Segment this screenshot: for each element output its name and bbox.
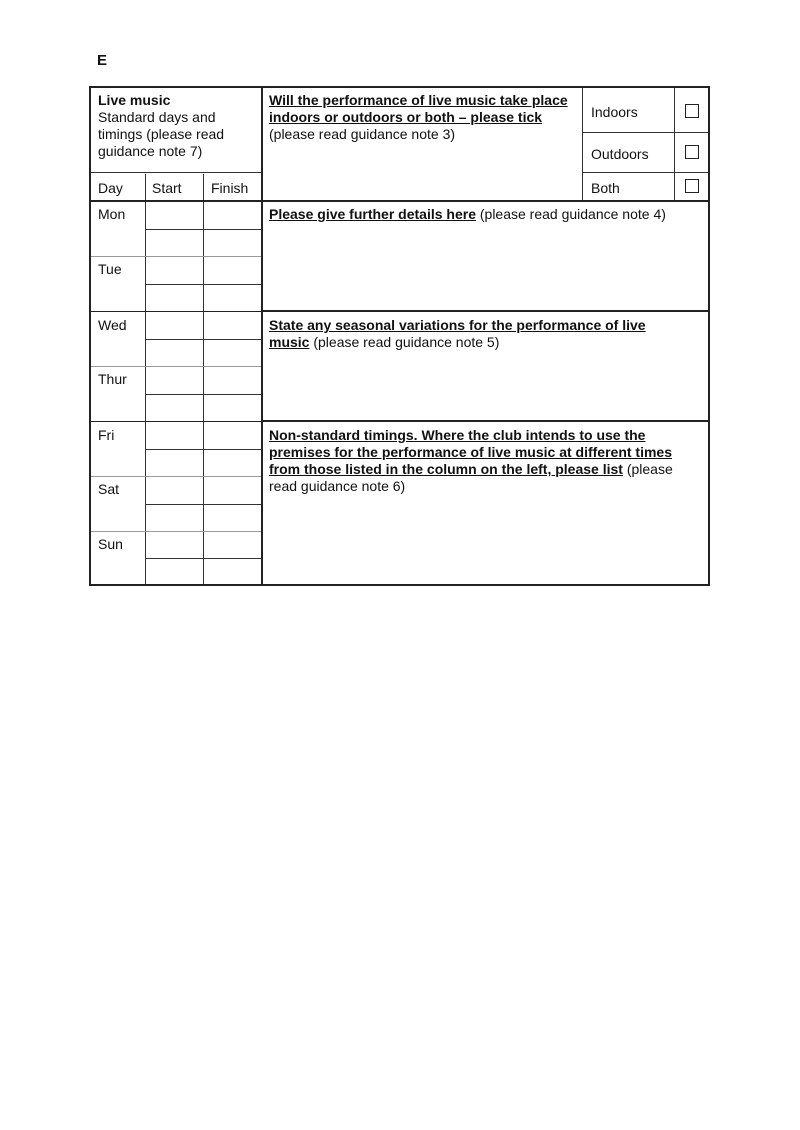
subrow-wed — [145, 339, 261, 340]
divider-right-section-2 — [261, 420, 708, 422]
day-label-sat: Sat — [98, 481, 120, 497]
divider-thur-fri — [91, 421, 261, 422]
divider-left-panel — [261, 88, 263, 584]
divider-title-columns — [91, 172, 261, 173]
divider-question-options — [582, 88, 583, 200]
option-outdoors-label: Outdoors — [591, 146, 649, 162]
divider-options-row-2 — [582, 172, 708, 173]
divider-day-start — [145, 174, 146, 584]
both-checkbox[interactable] — [685, 179, 699, 193]
option-both-label: Both — [591, 180, 620, 196]
day-label-fri: Fri — [98, 427, 115, 443]
subrow-sun — [145, 558, 261, 559]
column-header-day: Day — [98, 180, 123, 196]
form-title-block — [98, 92, 256, 160]
subrow-mon — [145, 229, 261, 230]
column-header-finish: Finish — [211, 180, 249, 196]
form-title: Live music — [98, 92, 171, 108]
day-label-tue: Tue — [98, 261, 122, 277]
location-question-note: (please read guidance note 3) — [269, 126, 456, 142]
section-letter: E — [97, 52, 108, 69]
seasonal-variations-prompt — [269, 317, 689, 351]
non-standard-timings-field[interactable] — [263, 498, 708, 584]
divider-right-section-1 — [261, 310, 708, 312]
seasonal-variations-bold: State any seasonal variations for the performance of live music — [269, 317, 646, 350]
further-details-prompt — [269, 206, 699, 223]
further-details-note: (please read guidance note 4) — [475, 206, 666, 222]
option-indoors-label: Indoors — [591, 104, 638, 120]
indoors-checkbox[interactable] — [685, 104, 699, 118]
divider-options-checkbox — [674, 88, 675, 200]
further-details-field[interactable] — [263, 226, 708, 310]
divider-options-row-1 — [582, 132, 708, 133]
form-subtitle: Standard days and timings (please read guidance note 7) — [98, 109, 225, 159]
divider-start-finish — [203, 174, 204, 584]
non-standard-timings-bold: Non-standard timings. Where the club intends to use the premises for the performance of live music at different times from those listed in the column on the left, please list — [269, 427, 673, 477]
live-music-form — [89, 86, 710, 586]
seasonal-variations-note: (please read guidance note 5) — [309, 334, 500, 350]
subrow-sat — [145, 504, 261, 505]
day-label-mon: Mon — [98, 206, 126, 222]
column-header-start: Start — [152, 180, 182, 196]
divider-sat-sun — [91, 531, 261, 532]
location-question-bold: Will the performance of live music take place indoors or outdoors or both – please tick — [269, 92, 568, 125]
day-label-thur: Thur — [98, 371, 127, 387]
non-standard-timings-note: (please read guidance note 6) — [269, 461, 673, 494]
divider-header-bottom — [91, 200, 708, 202]
divider-mon-tue — [91, 256, 261, 257]
seasonal-variations-field[interactable] — [263, 354, 708, 420]
divider-wed-thur — [91, 366, 261, 367]
day-label-sun: Sun — [98, 536, 123, 552]
divider-tue-wed — [91, 311, 261, 312]
day-label-wed: Wed — [98, 317, 127, 333]
subrow-thur — [145, 394, 261, 395]
further-details-bold: Please give further details here — [269, 206, 476, 222]
location-question — [269, 92, 579, 143]
divider-fri-sat — [91, 476, 261, 477]
non-standard-timings-prompt — [269, 427, 699, 495]
subrow-fri — [145, 449, 261, 450]
subrow-tue — [145, 284, 261, 285]
outdoors-checkbox[interactable] — [685, 145, 699, 159]
